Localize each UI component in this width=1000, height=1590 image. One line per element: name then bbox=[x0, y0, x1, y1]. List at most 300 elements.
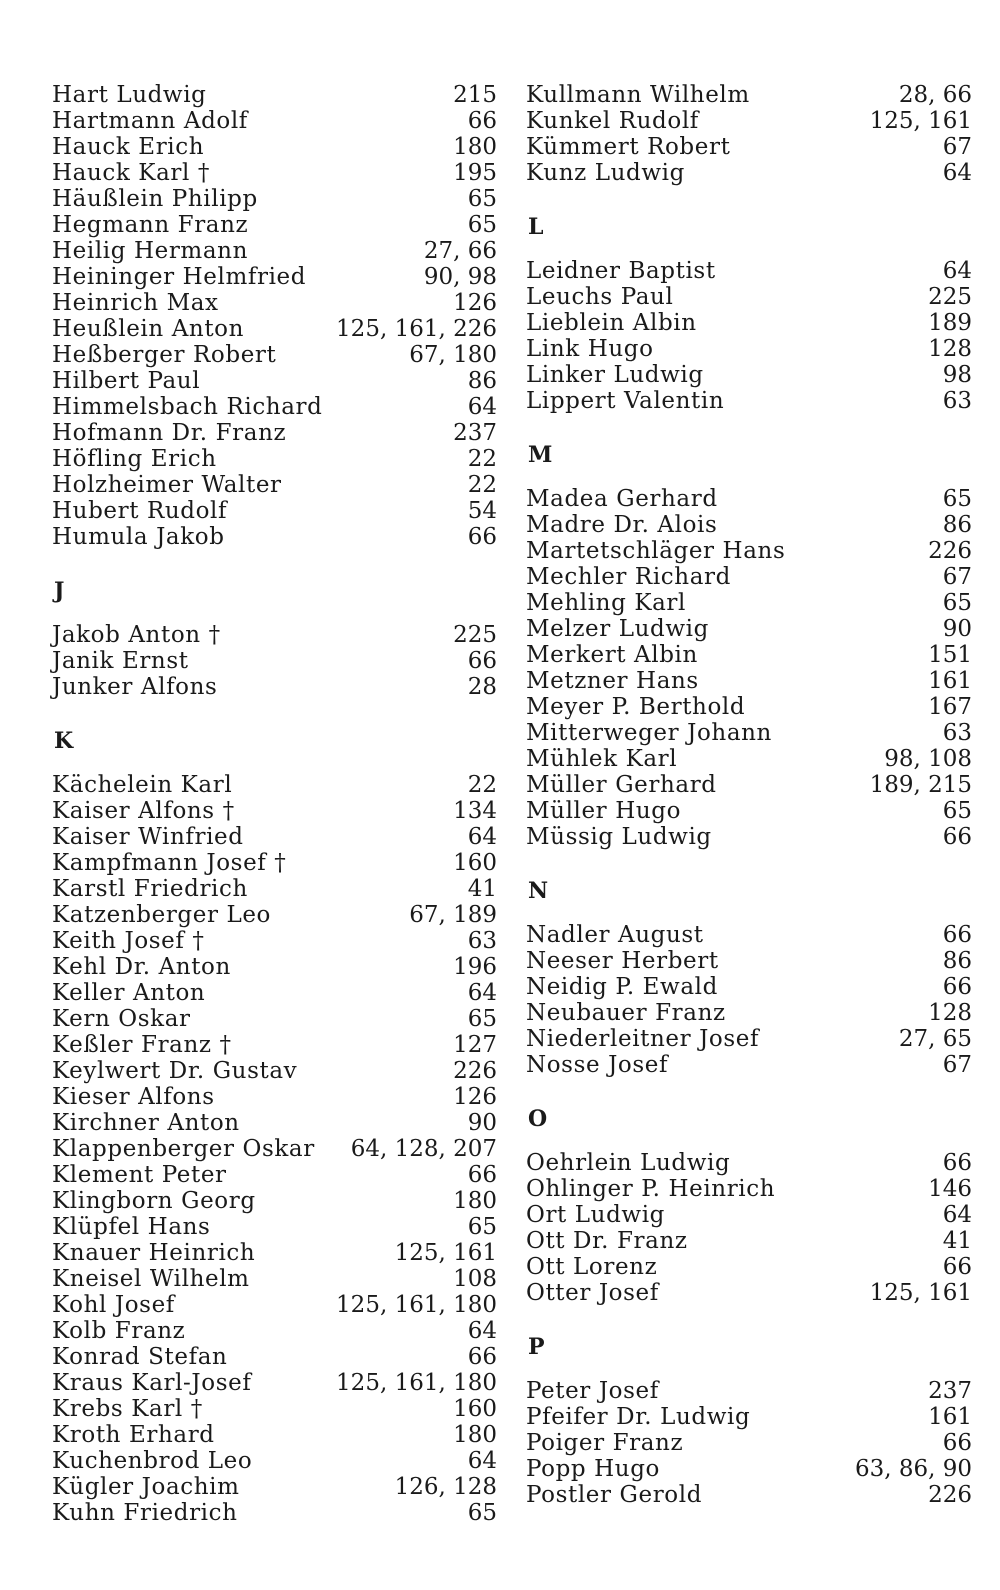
entry-page-numbers: 64 bbox=[467, 824, 497, 850]
entry-name: Höfling Erich bbox=[52, 446, 217, 472]
entry-name: Lieblein Albin bbox=[526, 310, 697, 336]
entry-page-numbers: 195 bbox=[453, 160, 497, 186]
index-section bbox=[526, 850, 972, 1078]
entry-name: Leuchs Paul bbox=[526, 284, 674, 310]
index-entry bbox=[52, 1422, 497, 1448]
index-section bbox=[526, 414, 972, 850]
entry-page-numbers: 66 bbox=[467, 1162, 497, 1188]
index-entry bbox=[526, 948, 972, 974]
entry-page-numbers: 67 bbox=[942, 134, 972, 160]
entry-name: Krebs Karl † bbox=[52, 1396, 203, 1422]
entry-page-numbers: 65 bbox=[467, 1500, 497, 1526]
entry-name: Metzner Hans bbox=[526, 668, 699, 694]
entry-name: Nadler August bbox=[526, 922, 704, 948]
entry-name: Niederleitner Josef bbox=[526, 1026, 760, 1052]
index-entry bbox=[52, 1110, 497, 1136]
entry-name: Keylwert Dr. Gustav bbox=[52, 1058, 298, 1084]
entry-page-numbers: 22 bbox=[467, 772, 497, 798]
entry-name: Keller Anton bbox=[52, 980, 206, 1006]
section-letter-heading: J bbox=[54, 578, 65, 604]
entry-page-numbers: 41 bbox=[942, 1228, 972, 1254]
index-entry bbox=[526, 824, 972, 850]
entry-name: Hofmann Dr. Franz bbox=[52, 420, 287, 446]
entry-name: Janik Ernst bbox=[52, 648, 189, 674]
index-entry bbox=[52, 1084, 497, 1110]
index-entry bbox=[526, 362, 972, 388]
entry-name: Kächelein Karl bbox=[52, 772, 233, 798]
index-entry bbox=[52, 264, 497, 290]
entry-page-numbers: 180 bbox=[453, 1422, 497, 1448]
entry-name: Mehling Karl bbox=[526, 590, 686, 616]
index-entry bbox=[52, 1344, 497, 1370]
index-entry bbox=[526, 1228, 972, 1254]
index-entry bbox=[52, 82, 497, 108]
index-entry bbox=[52, 368, 497, 394]
index-entry bbox=[526, 798, 972, 824]
entry-page-numbers: 167 bbox=[928, 694, 972, 720]
index-entry bbox=[52, 524, 497, 550]
entry-page-numbers: 151 bbox=[928, 642, 972, 668]
index-section bbox=[526, 186, 972, 414]
index-section bbox=[52, 82, 497, 550]
entry-page-numbers: 125, 161, 180 bbox=[336, 1370, 497, 1396]
index-section bbox=[52, 700, 497, 1526]
index-entry bbox=[526, 772, 972, 798]
entry-page-numbers: 125, 161, 226 bbox=[336, 316, 497, 342]
entry-name: Popp Hugo bbox=[526, 1456, 660, 1482]
index-entry bbox=[526, 1456, 972, 1482]
entry-name: Neeser Herbert bbox=[526, 948, 719, 974]
index-entry bbox=[526, 388, 972, 414]
entry-page-numbers: 65 bbox=[467, 186, 497, 212]
entry-name: Ott Lorenz bbox=[526, 1254, 658, 1280]
entry-name: Neidig P. Ewald bbox=[526, 974, 718, 1000]
section-spacer bbox=[526, 904, 972, 922]
entry-name: Holzheimer Walter bbox=[52, 472, 282, 498]
entry-name: Kehl Dr. Anton bbox=[52, 954, 231, 980]
entry-name: Himmelsbach Richard bbox=[52, 394, 323, 420]
index-entry bbox=[526, 108, 972, 134]
entry-name: Mechler Richard bbox=[526, 564, 731, 590]
entry-page-numbers: 67 bbox=[942, 1052, 972, 1078]
entry-name: Hartmann Adolf bbox=[52, 108, 248, 134]
section-letter-heading: P bbox=[528, 1334, 545, 1360]
entry-page-numbers: 22 bbox=[467, 446, 497, 472]
entry-page-numbers: 41 bbox=[467, 876, 497, 902]
entry-name: Knauer Heinrich bbox=[52, 1240, 256, 1266]
entry-page-numbers: 86 bbox=[942, 948, 972, 974]
index-entry bbox=[52, 928, 497, 954]
entry-name: Kunkel Rudolf bbox=[526, 108, 699, 134]
index-entry bbox=[52, 316, 497, 342]
entry-page-numbers: 226 bbox=[928, 1482, 972, 1508]
entry-name: Keith Josef † bbox=[52, 928, 205, 954]
entry-page-numbers: 28, 66 bbox=[898, 82, 972, 108]
entry-page-numbers: 90, 98 bbox=[423, 264, 497, 290]
entry-name: Klement Peter bbox=[52, 1162, 227, 1188]
entry-name: Kirchner Anton bbox=[52, 1110, 240, 1136]
entry-page-numbers: 125, 161 bbox=[869, 108, 972, 134]
entry-name: Kneisel Wilhelm bbox=[52, 1266, 250, 1292]
index-entry bbox=[52, 1006, 497, 1032]
entry-name: Keßler Franz † bbox=[52, 1032, 232, 1058]
entry-page-numbers: 160 bbox=[453, 850, 497, 876]
section-letter-heading: O bbox=[528, 1106, 548, 1132]
index-entry bbox=[526, 1378, 972, 1404]
entry-page-numbers: 64 bbox=[467, 394, 497, 420]
section-spacer bbox=[526, 1078, 972, 1104]
entry-name: Mitterweger Johann bbox=[526, 720, 772, 746]
entry-name: Kaiser Alfons † bbox=[52, 798, 235, 824]
index-entry bbox=[526, 1026, 972, 1052]
entry-page-numbers: 27, 65 bbox=[898, 1026, 972, 1052]
entry-page-numbers: 65 bbox=[942, 798, 972, 824]
entry-page-numbers: 215 bbox=[453, 82, 497, 108]
entry-page-numbers: 64 bbox=[942, 160, 972, 186]
index-entry bbox=[52, 902, 497, 928]
entry-name: Müssig Ludwig bbox=[526, 824, 712, 850]
index-entry bbox=[526, 668, 972, 694]
entry-name: Heinrich Max bbox=[52, 290, 219, 316]
entry-name: Kroth Erhard bbox=[52, 1422, 215, 1448]
entry-name: Häußlein Philipp bbox=[52, 186, 258, 212]
entry-name: Jakob Anton † bbox=[52, 622, 221, 648]
index-entry bbox=[52, 1318, 497, 1344]
index-entry bbox=[52, 1500, 497, 1526]
entry-page-numbers: 64 bbox=[467, 980, 497, 1006]
entry-name: Link Hugo bbox=[526, 336, 654, 362]
index-entry bbox=[526, 1000, 972, 1026]
entry-name: Leidner Baptist bbox=[526, 258, 716, 284]
index-entry bbox=[52, 772, 497, 798]
entry-page-numbers: 128 bbox=[928, 336, 972, 362]
index-column-left bbox=[52, 82, 497, 1526]
entry-name: Heininger Helmfried bbox=[52, 264, 307, 290]
entry-page-numbers: 237 bbox=[453, 420, 497, 446]
entry-page-numbers: 86 bbox=[467, 368, 497, 394]
entry-name: Madea Gerhard bbox=[526, 486, 718, 512]
entry-name: Lippert Valentin bbox=[526, 388, 725, 414]
entry-name: Kuhn Friedrich bbox=[52, 1500, 238, 1526]
entry-name: Kullmann Wilhelm bbox=[526, 82, 750, 108]
index-entry bbox=[526, 1404, 972, 1430]
entry-page-numbers: 66 bbox=[942, 824, 972, 850]
entry-page-numbers: 237 bbox=[928, 1378, 972, 1404]
entry-name: Hubert Rudolf bbox=[52, 498, 228, 524]
entry-page-numbers: 63 bbox=[942, 720, 972, 746]
index-entry bbox=[526, 134, 972, 160]
index-entry bbox=[52, 1240, 497, 1266]
entry-page-numbers: 67, 180 bbox=[409, 342, 497, 368]
entry-name: Meyer P. Berthold bbox=[526, 694, 746, 720]
index-entry bbox=[526, 1280, 972, 1306]
entry-name: Kraus Karl-Josef bbox=[52, 1370, 252, 1396]
entry-name: Kampfmann Josef † bbox=[52, 850, 287, 876]
index-entry bbox=[526, 160, 972, 186]
entry-page-numbers: 66 bbox=[467, 108, 497, 134]
section-spacer bbox=[526, 1360, 972, 1378]
index-entry bbox=[52, 1162, 497, 1188]
index-entry bbox=[52, 420, 497, 446]
entry-page-numbers: 66 bbox=[942, 1430, 972, 1456]
entry-name: Katzenberger Leo bbox=[52, 902, 271, 928]
entry-name: Junker Alfons bbox=[52, 674, 218, 700]
entry-page-numbers: 189 bbox=[928, 310, 972, 336]
index-entry bbox=[526, 1150, 972, 1176]
entry-page-numbers: 66 bbox=[467, 1344, 497, 1370]
entry-page-numbers: 65 bbox=[467, 1214, 497, 1240]
entry-name: Kieser Alfons bbox=[52, 1084, 215, 1110]
entry-name: Humula Jakob bbox=[52, 524, 225, 550]
entry-page-numbers: 126, 128 bbox=[394, 1474, 497, 1500]
entry-page-numbers: 66 bbox=[467, 524, 497, 550]
index-entry bbox=[52, 134, 497, 160]
index-entry bbox=[526, 974, 972, 1000]
index-entry bbox=[52, 1396, 497, 1422]
index-entry bbox=[52, 498, 497, 524]
entry-page-numbers: 63, 86, 90 bbox=[854, 1456, 972, 1482]
section-spacer bbox=[526, 186, 972, 212]
entry-page-numbers: 67, 189 bbox=[409, 902, 497, 928]
index-section bbox=[526, 1078, 972, 1306]
index-column-right bbox=[526, 82, 972, 1508]
entry-name: Kaiser Winfried bbox=[52, 824, 244, 850]
index-entry bbox=[52, 876, 497, 902]
index-entry bbox=[52, 1370, 497, 1396]
section-spacer bbox=[526, 414, 972, 440]
entry-name: Kümmert Robert bbox=[526, 134, 731, 160]
entry-name: Martetschläger Hans bbox=[526, 538, 786, 564]
entry-name: Ohlinger P. Heinrich bbox=[526, 1176, 776, 1202]
entry-page-numbers: 64 bbox=[942, 1202, 972, 1228]
entry-page-numbers: 98, 108 bbox=[884, 746, 972, 772]
entry-name: Kunz Ludwig bbox=[526, 160, 685, 186]
index-entry bbox=[526, 1052, 972, 1078]
index-entry bbox=[52, 290, 497, 316]
index-entry bbox=[526, 590, 972, 616]
entry-page-numbers: 66 bbox=[942, 1254, 972, 1280]
entry-page-numbers: 225 bbox=[928, 284, 972, 310]
entry-page-numbers: 64 bbox=[942, 258, 972, 284]
entry-page-numbers: 126 bbox=[453, 290, 497, 316]
index-entry bbox=[526, 1254, 972, 1280]
index-entry bbox=[526, 616, 972, 642]
entry-page-numbers: 125, 161, 180 bbox=[336, 1292, 497, 1318]
section-letter-heading: K bbox=[54, 728, 74, 754]
section-spacer bbox=[52, 604, 497, 622]
entry-page-numbers: 128 bbox=[928, 1000, 972, 1026]
entry-page-numbers: 127 bbox=[453, 1032, 497, 1058]
index-entry bbox=[52, 446, 497, 472]
index-entry bbox=[526, 512, 972, 538]
section-letter-heading: N bbox=[528, 878, 549, 904]
entry-page-numbers: 64 bbox=[467, 1448, 497, 1474]
entry-page-numbers: 226 bbox=[453, 1058, 497, 1084]
entry-name: Neubauer Franz bbox=[526, 1000, 726, 1026]
index-entry bbox=[52, 1448, 497, 1474]
entry-name: Hart Ludwig bbox=[52, 82, 207, 108]
entry-page-numbers: 90 bbox=[942, 616, 972, 642]
index-entry bbox=[526, 922, 972, 948]
index-entry bbox=[52, 160, 497, 186]
entry-page-numbers: 66 bbox=[942, 922, 972, 948]
index-entry bbox=[526, 694, 972, 720]
index-entry bbox=[52, 1188, 497, 1214]
entry-page-numbers: 98 bbox=[942, 362, 972, 388]
index-entry bbox=[526, 1202, 972, 1228]
section-letter-heading: L bbox=[528, 214, 544, 240]
index-entry bbox=[52, 648, 497, 674]
index-entry bbox=[52, 798, 497, 824]
index-entry bbox=[52, 674, 497, 700]
index-entry bbox=[52, 394, 497, 420]
index-entry bbox=[526, 1430, 972, 1456]
section-letter-heading: M bbox=[528, 442, 553, 468]
entry-page-numbers: 63 bbox=[942, 388, 972, 414]
entry-page-numbers: 65 bbox=[467, 1006, 497, 1032]
index-entry bbox=[526, 746, 972, 772]
entry-page-numbers: 66 bbox=[942, 974, 972, 1000]
index-entry bbox=[526, 82, 972, 108]
entry-page-numbers: 134 bbox=[453, 798, 497, 824]
index-entry bbox=[52, 1474, 497, 1500]
entry-page-numbers: 90 bbox=[467, 1110, 497, 1136]
entry-name: Hauck Erich bbox=[52, 134, 205, 160]
index-entry bbox=[526, 258, 972, 284]
index-entry bbox=[526, 284, 972, 310]
index-entry bbox=[526, 538, 972, 564]
entry-page-numbers: 27, 66 bbox=[423, 238, 497, 264]
entry-name: Konrad Stefan bbox=[52, 1344, 228, 1370]
entry-page-numbers: 226 bbox=[928, 538, 972, 564]
index-entry bbox=[52, 1136, 497, 1162]
index-entry bbox=[526, 564, 972, 590]
index-entry bbox=[526, 642, 972, 668]
entry-name: Postler Gerold bbox=[526, 1482, 703, 1508]
section-spacer bbox=[52, 550, 497, 576]
index-entry bbox=[52, 1214, 497, 1240]
entry-name: Klappenberger Oskar bbox=[52, 1136, 315, 1162]
index-entry bbox=[52, 1292, 497, 1318]
index-entry bbox=[52, 1266, 497, 1292]
entry-name: Müller Gerhard bbox=[526, 772, 717, 798]
entry-page-numbers: 22 bbox=[467, 472, 497, 498]
entry-name: Klingborn Georg bbox=[52, 1188, 256, 1214]
entry-name: Ott Dr. Franz bbox=[526, 1228, 688, 1254]
entry-page-numbers: 64, 128, 207 bbox=[350, 1136, 497, 1162]
entry-name: Kügler Joachim bbox=[52, 1474, 240, 1500]
entry-page-numbers: 126 bbox=[453, 1084, 497, 1110]
entry-page-numbers: 28 bbox=[467, 674, 497, 700]
index-entry bbox=[52, 238, 497, 264]
index-entry bbox=[52, 850, 497, 876]
entry-page-numbers: 196 bbox=[453, 954, 497, 980]
entry-name: Hauck Karl † bbox=[52, 160, 210, 186]
index-entry bbox=[52, 622, 497, 648]
entry-name: Ort Ludwig bbox=[526, 1202, 665, 1228]
entry-page-numbers: 125, 161 bbox=[869, 1280, 972, 1306]
entry-name: Klüpfel Hans bbox=[52, 1214, 211, 1240]
section-spacer bbox=[526, 468, 972, 486]
entry-page-numbers: 160 bbox=[453, 1396, 497, 1422]
entry-name: Heilig Hermann bbox=[52, 238, 248, 264]
section-spacer bbox=[52, 700, 497, 726]
entry-name: Mühlek Karl bbox=[526, 746, 678, 772]
entry-page-numbers: 66 bbox=[942, 1150, 972, 1176]
entry-page-numbers: 67 bbox=[942, 564, 972, 590]
section-spacer bbox=[526, 1132, 972, 1150]
entry-page-numbers: 64 bbox=[467, 1318, 497, 1344]
entry-name: Merkert Albin bbox=[526, 642, 698, 668]
entry-name: Hegmann Franz bbox=[52, 212, 249, 238]
entry-page-numbers: 108 bbox=[453, 1266, 497, 1292]
index-entry bbox=[526, 720, 972, 746]
section-spacer bbox=[526, 1306, 972, 1332]
entry-page-numbers: 65 bbox=[942, 590, 972, 616]
entry-page-numbers: 161 bbox=[928, 668, 972, 694]
entry-name: Müller Hugo bbox=[526, 798, 682, 824]
section-spacer bbox=[52, 754, 497, 772]
entry-page-numbers: 161 bbox=[928, 1404, 972, 1430]
entry-page-numbers: 65 bbox=[942, 486, 972, 512]
index-entry bbox=[526, 310, 972, 336]
entry-name: Peter Josef bbox=[526, 1378, 659, 1404]
entry-page-numbers: 63 bbox=[467, 928, 497, 954]
index-entry bbox=[52, 342, 497, 368]
entry-page-numbers: 66 bbox=[467, 648, 497, 674]
entry-name: Heußlein Anton bbox=[52, 316, 245, 342]
index-section bbox=[52, 550, 497, 700]
entry-name: Kohl Josef bbox=[52, 1292, 175, 1318]
entry-name: Hilbert Paul bbox=[52, 368, 201, 394]
entry-page-numbers: 65 bbox=[467, 212, 497, 238]
entry-page-numbers: 189, 215 bbox=[869, 772, 972, 798]
section-spacer bbox=[526, 240, 972, 258]
index-entry bbox=[52, 186, 497, 212]
entry-name: Karstl Friedrich bbox=[52, 876, 248, 902]
entry-page-numbers: 180 bbox=[453, 1188, 497, 1214]
entry-name: Heßberger Robert bbox=[52, 342, 277, 368]
entry-page-numbers: 146 bbox=[928, 1176, 972, 1202]
index-entry bbox=[52, 212, 497, 238]
index-entry bbox=[52, 108, 497, 134]
entry-name: Kolb Franz bbox=[52, 1318, 186, 1344]
entry-name: Otter Josef bbox=[526, 1280, 659, 1306]
index-entry bbox=[52, 824, 497, 850]
index-entry bbox=[526, 1482, 972, 1508]
index-entry bbox=[52, 980, 497, 1006]
entry-page-numbers: 86 bbox=[942, 512, 972, 538]
index-section bbox=[526, 1306, 972, 1508]
index-entry bbox=[52, 954, 497, 980]
entry-page-numbers: 225 bbox=[453, 622, 497, 648]
index-entry bbox=[52, 1032, 497, 1058]
entry-name: Pfeifer Dr. Ludwig bbox=[526, 1404, 751, 1430]
entry-name: Melzer Ludwig bbox=[526, 616, 709, 642]
entry-name: Linker Ludwig bbox=[526, 362, 704, 388]
index-section bbox=[526, 82, 972, 186]
entry-page-numbers: 180 bbox=[453, 134, 497, 160]
entry-name: Poiger Franz bbox=[526, 1430, 684, 1456]
entry-name: Oehrlein Ludwig bbox=[526, 1150, 731, 1176]
index-entry bbox=[526, 486, 972, 512]
index-entry bbox=[526, 1176, 972, 1202]
entry-name: Nosse Josef bbox=[526, 1052, 669, 1078]
entry-name: Kern Oskar bbox=[52, 1006, 191, 1032]
section-spacer bbox=[526, 850, 972, 876]
entry-page-numbers: 125, 161 bbox=[394, 1240, 497, 1266]
entry-name: Madre Dr. Alois bbox=[526, 512, 718, 538]
